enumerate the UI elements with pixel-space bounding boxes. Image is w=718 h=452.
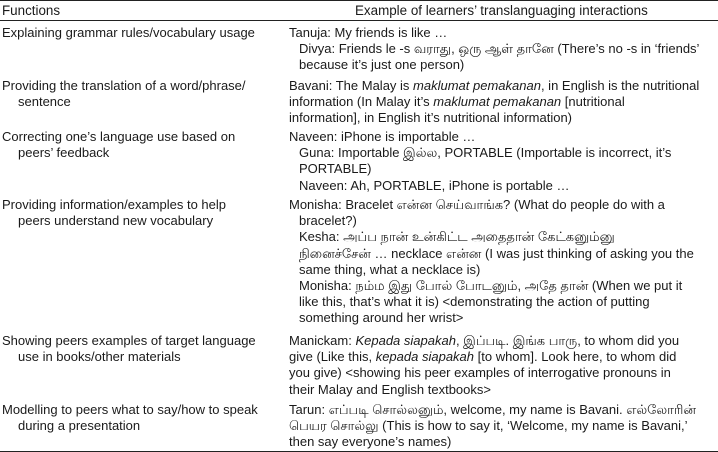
turn-line: give (Like this, kepada siapakah [to whom]. Look here, to whom did — [289, 349, 677, 365]
turn-line: same thing, what a necklace is) — [299, 261, 481, 277]
function-line: peers’ feedback — [18, 145, 110, 161]
turn-line: நினைச்சேன் … necklace என்ன (I was just thinking of asking you the — [299, 245, 694, 261]
turn — [289, 129, 717, 145]
function-line: Providing information/examples to help — [2, 197, 227, 212]
function-cell — [2, 333, 282, 365]
turn — [289, 178, 717, 194]
example-cell — [289, 129, 717, 194]
example-cell — [289, 197, 717, 327]
turn-line: PORTABLE) — [299, 161, 372, 177]
turn-line: Naveen: iPhone is importable … — [289, 129, 476, 144]
turn-line: Manickam: Kepada siapakah, இப்படி. இங்க பாரு, to whom did you — [289, 333, 680, 348]
header-functions: Functions — [2, 3, 61, 18]
turn-line: bracelet?) — [299, 213, 357, 229]
header-examples: Example of learners’ translanguaging interactions — [355, 3, 648, 18]
function-line: use in books/other materials — [18, 349, 181, 365]
turn-line: because it’s just one person) — [299, 57, 465, 73]
function-line: Showing peers examples of target language — [2, 333, 256, 348]
turn — [289, 333, 717, 398]
function-line: peers understand new vocabulary — [18, 213, 214, 229]
function-line: Explaining grammar rules/vocabulary usage — [2, 25, 255, 40]
example-cell — [289, 333, 717, 398]
example-cell — [289, 402, 717, 451]
turn — [289, 402, 717, 451]
header-rule — [0, 20, 718, 21]
turn-line: Guna: Importable இல்ல, PORTABLE (Importable is incorrect, it’s — [299, 145, 672, 161]
turn-line: Tarun: எப்படி சொல்லனும், welcome, my name is Bavani. எல்லோரின் — [289, 402, 696, 417]
function-cell — [2, 197, 282, 229]
turn-line: information (In Malay it’s maklumat pemakanan [nutritional — [289, 94, 625, 110]
turn-line: like this, that’s what it is) <demonstrating the action of putting — [299, 294, 650, 310]
function-line: Modelling to peers what to say/how to speak — [2, 402, 258, 417]
function-cell — [2, 25, 282, 41]
turn — [289, 41, 717, 73]
turn-line: their Malay and English textbooks> — [289, 381, 491, 397]
turn-line: then say everyone’s names) — [289, 434, 452, 450]
turn-line: Tanuja: My friends is like … — [289, 25, 448, 40]
turn-line: information], in English it’s nutritional information) — [289, 110, 573, 126]
turn-line: Monisha: நம்ம இது போல் போடனும், அதே தான் (When we put it — [299, 278, 683, 294]
turn-line: பெயர சொல்லு (This is how to say it, ‘Welcome, my name is Bavani,’ — [289, 418, 688, 434]
turn — [289, 229, 717, 278]
turn — [289, 197, 717, 229]
turn-line: Kesha: அப்ப நான் உன்கிட்ட அதைதான் கேட்கனும்னு — [299, 229, 615, 245]
turn-line: Bavani: The Malay is maklumat pemakanan, in English is the nutritional — [289, 78, 700, 93]
turn-line: Divya: Friends le -s வராது, ஒரு ஆள் தானே (There’s no -s in ‘friends’ — [299, 41, 700, 57]
function-cell — [2, 129, 282, 161]
turn — [289, 78, 717, 127]
turn — [289, 145, 717, 177]
function-line: Providing the translation of a word/phrase/ — [2, 78, 246, 93]
function-line: during a presentation — [18, 418, 141, 434]
function-cell — [2, 402, 282, 434]
turn-line: Monisha: Bracelet என்ன செய்வாங்க? (What do people do with a — [289, 197, 665, 212]
function-cell — [2, 78, 282, 110]
example-cell — [289, 78, 717, 127]
example-cell — [289, 25, 717, 74]
function-line: sentence — [18, 94, 71, 110]
turn — [289, 25, 717, 41]
turn-line: something around her wrist> — [299, 310, 464, 326]
turn-line: Naveen: Ah, PORTABLE, iPhone is portable … — [299, 177, 570, 193]
turn — [289, 278, 717, 327]
function-line: Correcting one’s language use based on — [2, 129, 236, 144]
turn-line: you give) <showing his peer examples of interrogative pronouns in — [289, 365, 671, 381]
top-rule — [0, 0, 718, 1]
